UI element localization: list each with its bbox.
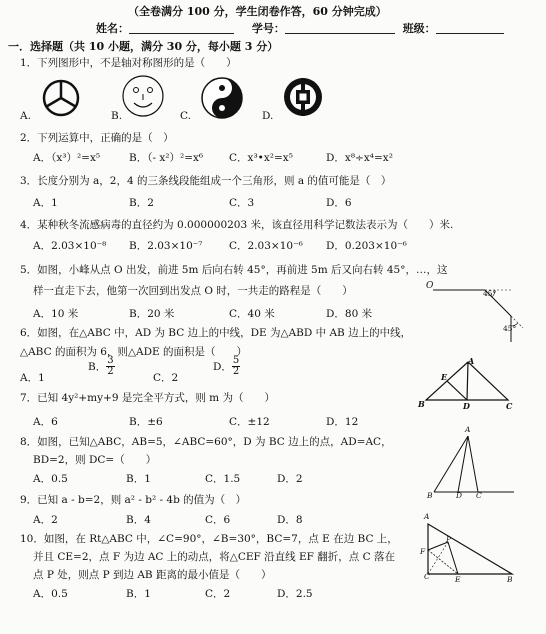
- q6-label-c: C: [506, 401, 513, 411]
- q3-option-c: C．3: [229, 197, 255, 209]
- q7-option-a: A．6: [33, 416, 58, 428]
- q10-label-a: A: [424, 512, 430, 521]
- question-5-stem-cont: 样一直走下去，他第一次回到出发点 O 时，一共走的路程是（ ）: [33, 285, 353, 297]
- q1-option-a: A.: [20, 110, 31, 122]
- question-9-stem: 9．已知 a - b=2，则 a² - b² - 4b 的值为（ ）: [20, 494, 247, 506]
- q3-option-b: B．2: [129, 197, 154, 209]
- q6-label-a: A: [468, 356, 475, 366]
- q9-option-d: D．8: [277, 514, 303, 526]
- q3-option-a: A．1: [33, 197, 58, 209]
- student-info-row: [96, 20, 504, 36]
- mercedes-logo-icon: [41, 78, 81, 118]
- q4-option-c: C．2.03×10⁻⁶: [229, 240, 303, 252]
- q9-option-c: C．6: [205, 514, 231, 526]
- q5-option-b: B．20 米: [129, 308, 175, 320]
- q5-option-c: C．40 米: [229, 308, 275, 320]
- q6-option-b: B． $\frac{3}{2}$: [88, 355, 114, 377]
- bank-logo-icon: [282, 76, 324, 118]
- q3-option-d: D．6: [326, 197, 352, 209]
- q5-option-a: A．10 米: [33, 308, 79, 320]
- q8-option-b: B．1: [126, 473, 151, 485]
- question-7-stem: 7．已知 4y²+my+9 是完全平方式，则 m 为（ ）: [20, 392, 275, 404]
- q5-angle-2: 45°: [503, 324, 517, 333]
- q10-option-c: C．2: [205, 588, 231, 600]
- question-10-stem: 10．如图，在 Rt△ABC 中，∠C=90°，∠B=30°，BC=7，点 E 在边 BC 上，: [20, 533, 398, 545]
- q4-option-b: B．2.03×10⁻⁷: [129, 240, 203, 252]
- q7-option-c: C．±12: [229, 416, 270, 428]
- q8-option-d: D．2: [277, 473, 303, 485]
- q5-label-o: O: [426, 281, 434, 291]
- question-4-stem: 4．某种秋冬流感病毒的直径约为 0.000000203 米，该直径用科学记数法表示为（ ）米.: [20, 219, 454, 231]
- q1-option-b: B.: [111, 110, 123, 122]
- q8-triangle-figure: [428, 430, 518, 500]
- q8-label-d: D: [456, 491, 463, 500]
- q1-option-c: C.: [180, 110, 191, 122]
- q4-option-a: A．2.03×10⁻⁸: [33, 240, 107, 252]
- q6-option-c: C．2: [153, 372, 179, 384]
- q6-label-d: D: [463, 401, 470, 411]
- q8-option-c: C．1.5: [205, 473, 241, 485]
- question-8-stem-cont: BD=2，则 DC=（ ）: [33, 454, 157, 466]
- q10-triangle-figure: [424, 520, 520, 580]
- q10-option-b: B．1: [126, 588, 151, 600]
- name-field[interactable]: [129, 23, 234, 34]
- question-2-stem: 2．下列运算中，正确的是（ ）: [20, 132, 174, 144]
- q6-option-a: A．1: [20, 372, 45, 384]
- class-label: 班级：: [402, 22, 436, 35]
- q2-option-b: B．（- x²）²=x⁶: [129, 152, 204, 164]
- q8-option-a: A．0.5: [33, 473, 68, 485]
- q6-option-d: D． $\frac{5}{2}$: [213, 355, 240, 377]
- q10-option-d: D．2.5: [277, 588, 313, 600]
- class-field[interactable]: [436, 23, 504, 34]
- q10-option-a: A．0.5: [33, 588, 68, 600]
- q9-option-a: A．2: [33, 514, 58, 526]
- q7-option-b: B．±6: [129, 416, 163, 428]
- q2-option-d: D．x⁸÷x⁴=x²: [326, 152, 393, 164]
- q8-label-a: A: [465, 425, 471, 434]
- question-5-stem: 5．如图，小峰从点 O 出发，前进 5m 后向右转 45°，再前进 5m 后又向右转 45°，…，这: [20, 264, 448, 276]
- q6-label-b: B: [418, 399, 425, 409]
- q6-label-e: E: [441, 372, 448, 382]
- q5-angle-1: 45°: [483, 289, 497, 298]
- question-10-stem-cont-1: 并且 CE=2，点 F 为边 AC 上的动点，将△CEF 沿直线 EF 翻折，点 C 落在: [33, 551, 395, 563]
- question-10-stem-cont-2: 点 P 处，则点 P 到边 AB 距离的最小值是（ ）: [33, 569, 272, 581]
- q2-option-c: C．x³•x²=x⁵: [229, 152, 293, 164]
- smiley-face-icon: [121, 74, 165, 118]
- id-label: 学号：: [251, 22, 285, 35]
- q10-label-b: B: [507, 575, 513, 584]
- q10-label-e: E: [455, 575, 461, 584]
- q5-path-figure: [425, 286, 525, 346]
- q9-option-b: B．4: [126, 514, 151, 526]
- q6-fraction-d: $\frac{5}{2}$: [232, 355, 240, 377]
- q7-option-d: D．12: [326, 416, 359, 428]
- q10-label-c: C: [424, 572, 430, 581]
- exam-subtitle: （全卷满分 100 分，学生闭卷作答，60 分钟完成）: [128, 5, 387, 18]
- q5-option-d: D．80 米: [326, 308, 373, 320]
- question-3-stem: 3．长度分别为 a，2，4 的三条线段能组成一个三角形，则 a 的值可能是（ ）: [20, 175, 392, 187]
- q1-option-d: D.: [262, 110, 274, 122]
- name-label: 姓名：: [96, 22, 129, 35]
- question-1-stem: 1．下列图形中，不是轴对称图形的是（ ）: [20, 57, 237, 69]
- section-title: 一．选择题（共 10 小题，满分 30 分，每小题 3 分）: [8, 40, 279, 53]
- question-8-stem: 8．如图，已知△ABC，AB=5，∠ABC=60°，D 为 BC 边上的点，AD=AC，: [20, 436, 392, 448]
- question-6-stem: 6．如图，在△ABC 中，AD 为 BC 边上的中线，DE 为△ABD 中 AB 边上的中线，: [20, 327, 412, 339]
- q8-label-c: C: [476, 491, 482, 500]
- q8-label-b: B: [427, 491, 433, 500]
- q10-label-f: F: [420, 547, 426, 556]
- id-field[interactable]: [285, 23, 395, 34]
- q6-fraction-b: $\frac{3}{2}$: [107, 355, 114, 377]
- q4-option-d: D．0.203×10⁻⁶: [326, 240, 407, 252]
- yin-yang-icon: [200, 76, 244, 120]
- question-6-stem-cont: △ABC 的面积为 6，则△ADE 的面积是（ ）: [20, 346, 248, 358]
- q10-label-p: P: [446, 535, 452, 544]
- q2-option-a: A．（x³）²=x⁵: [33, 152, 101, 164]
